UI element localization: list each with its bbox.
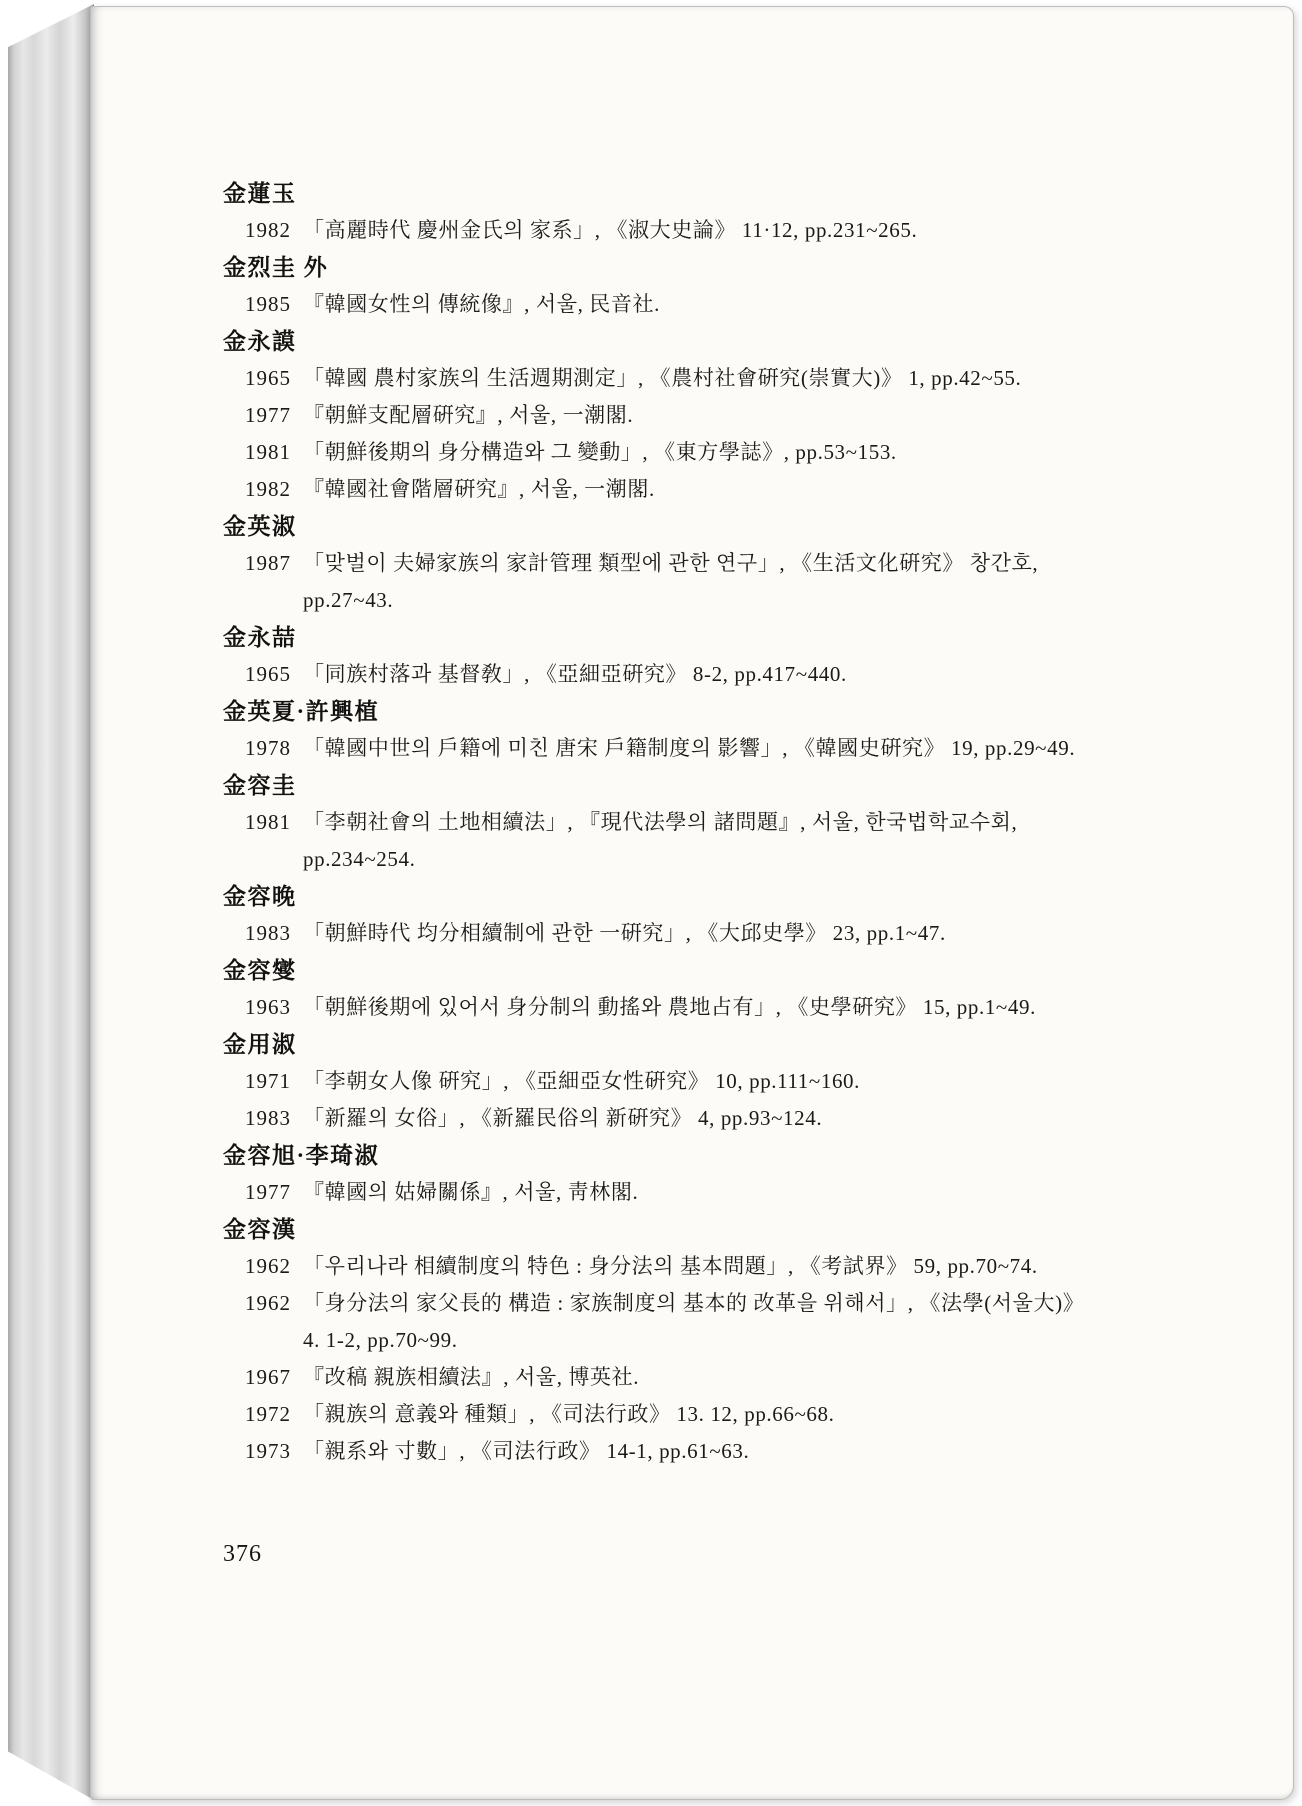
entry-citation: 『韓國의 姑婦關係』, 서울, 靑林閣.	[303, 1180, 639, 1204]
author-heading: 金烈圭 外	[223, 255, 329, 280]
entry-year: 1978	[245, 736, 291, 760]
entry-citation: 「新羅의 女俗」, 《新羅民俗의 新硏究》 4, pp.93~124.	[303, 1106, 823, 1130]
author-heading: 金用淑	[223, 1032, 297, 1057]
entry-citation: 「親族의 意義와 種類」, 《司法行政》 13. 12, pp.66~68.	[303, 1402, 835, 1426]
author-heading: 金容漢	[223, 1217, 297, 1242]
author-heading: 金永喆	[223, 625, 297, 650]
entry-citation: 「우리나라 相續制度의 特色 : 身分法의 基本問題」, 《考試界》 59, pp.70~74.	[303, 1254, 1038, 1278]
bibliography-entry	[223, 1248, 1105, 1285]
entry-year: 1972	[245, 1402, 291, 1426]
entry-year: 1965	[245, 662, 291, 686]
entry-year: 1967	[245, 1365, 291, 1389]
page-number: 376	[223, 1541, 262, 1567]
entry-year: 1965	[245, 366, 291, 390]
entry-year: 1971	[245, 1069, 291, 1093]
entry-citation: 『韓國女性의 傳統像』, 서울, 民音社.	[303, 292, 660, 316]
entry-year: 1981	[245, 810, 291, 834]
bibliography-entry	[223, 434, 1105, 471]
bibliography-entry	[223, 1433, 1105, 1470]
author-heading: 金永謨	[223, 329, 297, 354]
entry-year: 1983	[245, 921, 291, 945]
entry-year: 1962	[245, 1291, 291, 1315]
bibliography-entry	[223, 1063, 1105, 1100]
entry-year: 1985	[245, 292, 291, 316]
bibliography-entry	[223, 1359, 1105, 1396]
bibliography-entry	[223, 989, 1105, 1026]
author-heading: 金容燮	[223, 958, 297, 983]
entry-citation: 「맞벌이 夫婦家族의 家計管理 類型에 관한 연구」, 《生活文化硏究》 창간호, pp.27~43.	[303, 551, 1039, 612]
bibliography-entry	[223, 915, 1105, 952]
entry-citation: 「李朝女人像 硏究」, 《亞細亞女性硏究》 10, pp.111~160.	[303, 1069, 861, 1093]
entry-year: 1982	[245, 477, 291, 501]
entry-citation: 『韓國社會階層硏究』, 서울, 一潮閣.	[303, 477, 655, 501]
bibliography-entry	[223, 212, 1105, 249]
entry-citation: 「親系와 寸數」, 《司法行政》 14-1, pp.61~63.	[303, 1439, 750, 1463]
entry-year: 1973	[245, 1439, 291, 1463]
bibliography-entry	[223, 656, 1105, 693]
bibliography-entry	[223, 804, 1105, 878]
entry-citation: 「朝鮮時代 均分相續制에 관한 一硏究」, 《大邱史學》 23, pp.1~47.	[303, 921, 946, 945]
entry-year: 1963	[245, 995, 291, 1019]
entry-citation: 「朝鮮後期의 身分構造와 그 變動」, 《東方學誌》, pp.53~153.	[303, 440, 897, 464]
entry-citation: 『改稿 親族相續法』, 서울, 博英社.	[303, 1365, 640, 1389]
entry-year: 1977	[245, 403, 291, 427]
book-spine-edge	[8, 4, 94, 1800]
author-heading: 金蓮玉	[223, 181, 297, 206]
author-heading: 金英夏·許興植	[223, 699, 380, 724]
entry-year: 1987	[245, 551, 291, 575]
author-heading: 金英淑	[223, 514, 297, 539]
entry-year: 1983	[245, 1106, 291, 1130]
entry-year: 1982	[245, 218, 291, 242]
bibliography-content	[223, 175, 1105, 1573]
author-heading: 金容圭	[223, 773, 297, 798]
bibliography-entry	[223, 1100, 1105, 1137]
author-heading: 金容晚	[223, 884, 297, 909]
entry-citation: 「李朝社會의 土地相續法」, 『現代法學의 諸問題』, 서울, 한국법학교수회, pp.234~254.	[303, 810, 1018, 871]
bibliography-entry	[223, 471, 1105, 508]
page-surface	[90, 6, 1294, 1800]
bibliography-entry	[223, 397, 1105, 434]
entry-citation: 「身分法의 家父長的 構造 : 家族制度의 基本的 改革을 위해서」, 《法學(서울大)》 4. 1-2, pp.70~99.	[303, 1291, 1085, 1352]
author-heading: 金容旭·李琦淑	[223, 1143, 380, 1168]
entry-citation: 「韓國中世의 戶籍에 미친 唐宋 戶籍制度의 影響」, 《韓國史硏究》 19, pp.29~49.	[303, 736, 1076, 760]
entry-year: 1981	[245, 440, 291, 464]
entry-citation: 「韓國 農村家族의 生活週期測定」, 《農村社會硏究(崇實大)》 1, pp.42~55.	[303, 366, 1022, 390]
entry-citation: 『朝鮮支配層硏究』, 서울, 一潮閣.	[303, 403, 634, 427]
bibliography-entry	[223, 545, 1105, 619]
entry-citation: 「高麗時代 慶州金氏의 家系」, 《淑大史論》 11·12, pp.231~265.	[303, 218, 918, 242]
bibliography-entry	[223, 1396, 1105, 1433]
entry-citation: 「朝鮮後期에 있어서 身分制의 動搖와 農地占有」, 《史學硏究》 15, pp.1~49.	[303, 995, 1036, 1019]
entry-citation: 「同族村落과 基督敎」, 《亞細亞硏究》 8-2, pp.417~440.	[303, 662, 847, 686]
entry-year: 1962	[245, 1254, 291, 1278]
bibliography-entry	[223, 730, 1105, 767]
bibliography-entry	[223, 1174, 1105, 1211]
entry-year: 1977	[245, 1180, 291, 1204]
bibliography-entry	[223, 360, 1105, 397]
bibliography-entry	[223, 286, 1105, 323]
bibliography-entry	[223, 1285, 1105, 1359]
